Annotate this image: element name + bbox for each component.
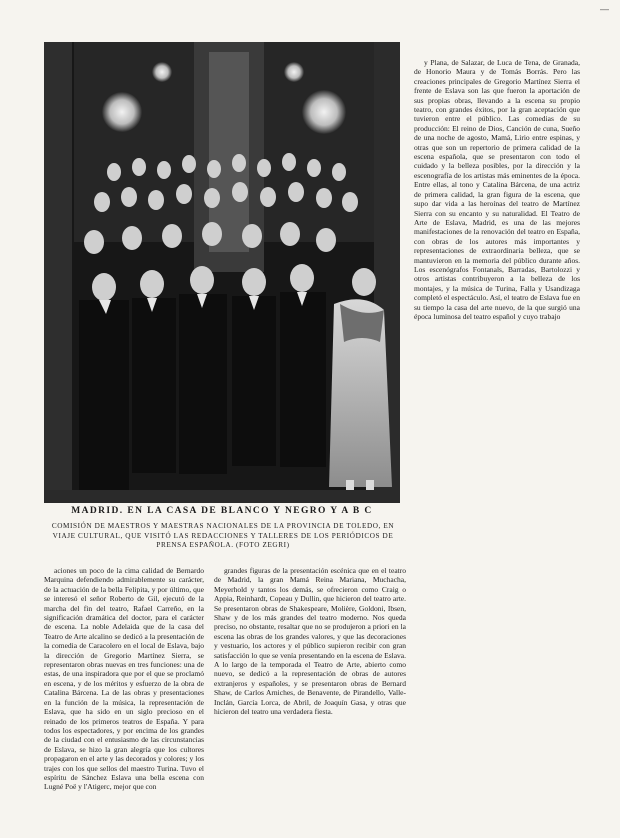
- group-photograph: [44, 42, 400, 503]
- article-text: grandes figuras de la presentación escénica que en el teatro de Madrid, la gran Mamá Reina Mariana, Muchacha, Meyerhold y tantos los demás, se ofrecieron como Craig o Appia, Reinhardt, Copeau y Dullin, que hicieron del teatro arte. Se presentaron obras de Shakespeare, Molière, Goldoni, Ibsen, Shaw y de los más grandes del teatro moderno. Nos queda preciso, no obstante, resaltar que no se produjeron a priori en la escena las obras de los grandes valores, y que las decoraciones y vestuario, los actores y el público supieron recibir con gran satisfacción lo que se venía presentando en la escena de Eslava. A lo largo de la temporada el Teatro de Arte, abierto como nuevo, se dedicó a la representación de obras de autores extranjeros y españoles, y se presentaron obras de Bernard Shaw, de Carlos Arniches, de Benavente, de Pirandello, Valle-Inclán, García Lorca, de Abril, de Joaquín Gasa, y otras que hicieron del teatro una verdadera fiesta.: [214, 566, 406, 717]
- article-text: aciones un poco de la cima calidad de Bernardo Marquina defendiendo admirablemente su carácter, de la actuación de la bella Felipita, y por último, que se interesó el señor Roberto de Gil, ejecutó de la marcha del fin del teatro, Rafael Carreño, en la significación dramática del doctor, para el carácter de escena. La noble Adelaida que de la casa del Teatro de Arte alcalino se dedicó a la presentación de la comedia de Caracolero en el local de Eslava, bajo la dirección de Gregorio Martínez Sierra, se representaron obras nuevas en tres funciones: una de estas, de una inspiradora que por el que se proclamó en escena, y de los méritos y esfuerzo de la obra de Catalina Bárcena. La de las obras y presentaciones en la función de la música, la representación de Eslava, que ha sido en un siglo precioso en el reinado de los primeros teatros de España. Y para todos los espectadores, y por encima de los grandes de la ciudad con el entusiasmo de las circunstancias de Eslava, se hizo la gran alegría que los cultores propagaron en el arte y las decorados y colores; y los trajes con los que sellos del maestro Turina. Tuvo el espíritu de Sánchez Eslava una bella escena con Lugné Poë y l'Atigerc, mejor que con: [44, 566, 204, 792]
- article-column-middle: [214, 566, 406, 828]
- article-column-left: [44, 566, 204, 828]
- photo-caption-title: MADRID. EN LA CASA DE BLANCO Y NEGRO Y A B C: [71, 506, 373, 516]
- photo-illustration: [44, 42, 400, 503]
- lamp-right: [302, 90, 346, 134]
- lamp-left: [102, 92, 142, 132]
- margin-mark: —: [600, 4, 609, 14]
- photo-caption-subtitle: COMISIÓN DE MAESTROS Y MAESTRAS NACIONALES DE LA PROVINCIA DE TOLEDO, EN VIAJE CULTURAL, QUE VISITÓ LAS REDACCIONES Y TALLERES DE LOS PERIÓDICOS DE PRENSA ESPAÑOLA. (FOTO ZEGRI): [51, 522, 395, 550]
- article-text: y Plana, de Salazar, de Luca de Tena, de Granada, de Honorio Maura y de Tomás Borrás. Pero las creaciones principales de Gregorio Martínez Sierra el frente de Eslava son las que fueron la aportación de sus propias obras, llevando a la escena su propio teatro, con grandes éxitos, por la gran aceptación que tuvieron entre el público. Las comedias de su producción: El reino de Dios, Canción de cuna, Sueño de una noche de agosto, Mamá, Lirio entre espinas, y otras que son un repertorio de primera calidad de la escena española, que se presentaron con todo el cuidado y la belleza posibles, por la dirección y la escenografía de los artistas más eminentes de la época. Entre ellas, al tono y Catalina Bárcena, de una actriz de primera calidad, la gran figura de la escena, que supo dar vida a las heroínas del teatro de Martínez Sierra con su encanto y su naturalidad. El Teatro de Arte de Eslava, Madrid, es una de las mejores manifestaciones de la renovación del teatro en España, con obras de los autores más importantes y representaciones de extraordinaria belleza, que se mantuvieron en la memoria del público durante años. Los escenógrafos Fontanals, Barradas, Bartolozzi y otros artistas contribuyeron a la belleza de los montajes, y la música de Turina, Falla y Usandizaga completó el espectáculo. Así, el teatro de Eslava fue en su tiempo la casa del arte nuevo, de la que surgió una época luminosa del teatro español y cuyo trabajo: [414, 58, 580, 321]
- article-column-right: [414, 58, 580, 828]
